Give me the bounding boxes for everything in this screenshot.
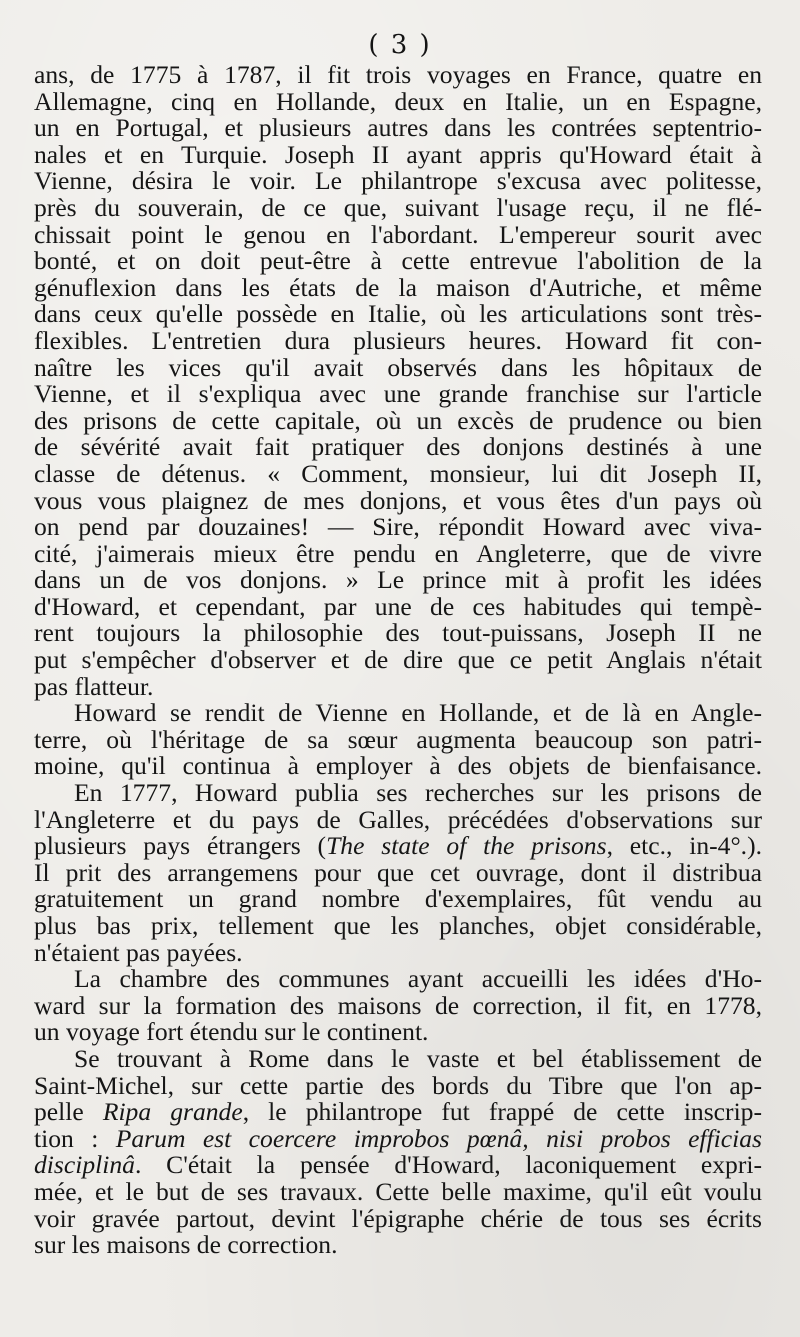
italic-text: Ripa grande [102, 1097, 243, 1127]
text-line [34, 248, 762, 275]
text-line [34, 990, 762, 1020]
italic-text: The state of the prisons [326, 831, 607, 861]
text-line [34, 405, 762, 435]
text-segment: génuflexion dans les états de la maison d'Autriche, et même [34, 272, 762, 302]
text-line [34, 724, 762, 754]
text-segment: La chambre des communes ayant accueilli les idées d'Ho- [74, 964, 762, 994]
text-segment: dans ceux qu'elle possède en Italie, où les articulations sont très- [34, 299, 762, 329]
text-segment: un en Portugal, et plusieurs autres dans les contrées septentrio- [34, 113, 762, 143]
text-segment: Saint-Michel, sur cette partie des bords du Tibre que l'on ap- [34, 1070, 762, 1100]
text-segment: on pend par douzaines! — Sire, répondit Howard avec viva- [34, 512, 762, 542]
text-line [34, 115, 762, 142]
text-segment: près du souverain, de ce que, suivant l'usage reçu, il ne flé- [34, 192, 762, 222]
text-segment: Se trouvant à Rome dans le vaste et bel établissement de [74, 1043, 762, 1073]
text-line [34, 139, 762, 169]
italic-text: disciplinâ [34, 1150, 135, 1180]
text-line [34, 434, 762, 461]
text-segment: voir gravée partout, devint l'épigraphe chérie de tous ses écrits [34, 1203, 762, 1233]
text-segment: put s'empêcher d'observer et de dire que ce petit Anglais n'était [34, 645, 762, 675]
text-line [34, 966, 762, 993]
text-segment: un voyage fort étendu sur le continent. [34, 1017, 429, 1047]
text-line [34, 352, 762, 382]
text-segment: pelle [34, 1097, 103, 1127]
text-line [34, 857, 762, 887]
text-line [34, 86, 762, 116]
text-line [34, 458, 762, 488]
text-line [34, 301, 762, 328]
text-line [34, 325, 762, 355]
text-line [34, 1123, 762, 1153]
text-segment: plus bas prix, tellement que les planches, objet considérable, [34, 911, 762, 940]
text-segment: n'étaient pas payées. [34, 937, 243, 967]
text-segment: ans, de 1775 à 1787, il fit trois voyages en France, quatre en [34, 60, 762, 89]
text-segment: l'Angleterre et du pays de Galles, précédées d'observations sur [34, 804, 762, 834]
text-line [34, 753, 762, 780]
page-number: ( 3 ) [368, 30, 432, 60]
text-line [34, 647, 762, 674]
text-segment: mée, et le but de ses travaux. Cette belle maxime, qu'il eût voulu [34, 1176, 762, 1206]
text-line [34, 514, 762, 541]
text-line [34, 1043, 762, 1073]
text-line [34, 913, 762, 940]
text-segment: Howard se rendit de Vienne en Hollande, et de là en Angle- [74, 698, 762, 728]
body-text [34, 62, 762, 1259]
italic-text: Parum est coercere improbos pœnâ, nisi probos efficias [115, 1123, 762, 1153]
text-segment: d'Howard, et cependant, par une de ces habitudes qui tempè- [34, 591, 762, 621]
text-line [34, 620, 762, 647]
text-segment: bonté, et on doit peut-être à cette entrevue l'abolition de la [34, 246, 762, 276]
text-segment: rent toujours la philosophie des tout-puissans, Joseph II ne [34, 618, 762, 648]
text-segment: des prisons de cette capitale, où un excès de prudence ou bien [34, 405, 762, 435]
text-line [34, 1152, 762, 1179]
text-segment: , le philantrope fut frappé de cette inscrip- [242, 1097, 762, 1127]
text-segment: gratuitement un grand nombre d'exemplaires, fût vendu au [34, 884, 762, 914]
text-line [34, 886, 762, 913]
text-segment: pas flatteur. [34, 671, 154, 701]
text-line [34, 219, 762, 249]
text-line [34, 1232, 762, 1259]
text-line [34, 833, 762, 860]
text-line [34, 591, 762, 621]
text-segment: . C'était la pensée d'Howard, laconiquement expri- [134, 1150, 762, 1180]
text-segment: plusieurs pays étrangers ( [34, 831, 327, 861]
text-line [34, 937, 762, 967]
text-line [34, 192, 762, 222]
text-segment: dans un de vos donjons. » Le prince mit à profit les idées [34, 565, 762, 595]
text-line [34, 168, 762, 195]
text-segment: Il prit des arrangemens pour que cet ouvrage, dont il distribua [34, 857, 762, 887]
text-line [34, 1019, 762, 1046]
text-segment: naître les vices qu'il avait observés dans les hôpitaux de [34, 352, 762, 382]
text-segment: chissait point le genou en l'abordant. L'empereur sourit avec [34, 219, 762, 249]
text-line [34, 272, 762, 302]
text-line [34, 780, 762, 807]
text-segment: nales et en Turquie. Joseph II ayant appris qu'Howard était à [34, 139, 762, 169]
text-segment: sur les maisons de correction. [34, 1230, 338, 1260]
text-line [34, 381, 762, 408]
text-segment: tion : [34, 1123, 116, 1153]
text-line [34, 62, 762, 89]
text-segment: En 1777, Howard publia ses recherches sur les prisons de [74, 778, 762, 808]
text-segment: terre, où l'héritage de sa sœur augmenta beaucoup son patri- [34, 724, 762, 754]
text-segment: Allemagne, cinq en Hollande, deux en Italie, un en Espagne, [34, 86, 762, 116]
text-line [34, 485, 762, 515]
text-line [34, 804, 762, 834]
text-segment: de sévérité avait fait pratiquer des donjons destinés à une [34, 432, 762, 462]
text-segment: flexibles. L'entretien dura plusieurs heures. Howard fit con- [34, 325, 762, 355]
text-line [34, 1099, 762, 1126]
text-segment: , etc., in-4°.). [606, 831, 762, 861]
text-line [34, 700, 762, 727]
text-line [34, 1203, 762, 1233]
text-line [34, 538, 762, 568]
text-segment: ward sur la formation des maisons de correction, il fit, en 1778, [34, 990, 762, 1020]
text-segment: Vienne, et il s'expliqua avec une grande franchise sur l'article [34, 379, 762, 409]
text-segment: cité, j'aimerais mieux être pendu en Angleterre, que de vivre [34, 538, 762, 568]
text-line [34, 1070, 762, 1100]
text-line [34, 567, 762, 594]
text-line [34, 671, 762, 701]
text-segment: Vienne, désira le voir. Le philantrope s'excusa avec politesse, [34, 166, 762, 196]
text-line [34, 1176, 762, 1206]
text-segment: vous vous plaignez de mes donjons, et vous êtes d'un pays où [34, 485, 762, 515]
text-segment: moine, qu'il continua à employer à des objets de bienfaisance. [34, 751, 762, 781]
text-segment: classe de détenus. « Comment, monsieur, lui dit Joseph II, [34, 458, 762, 488]
